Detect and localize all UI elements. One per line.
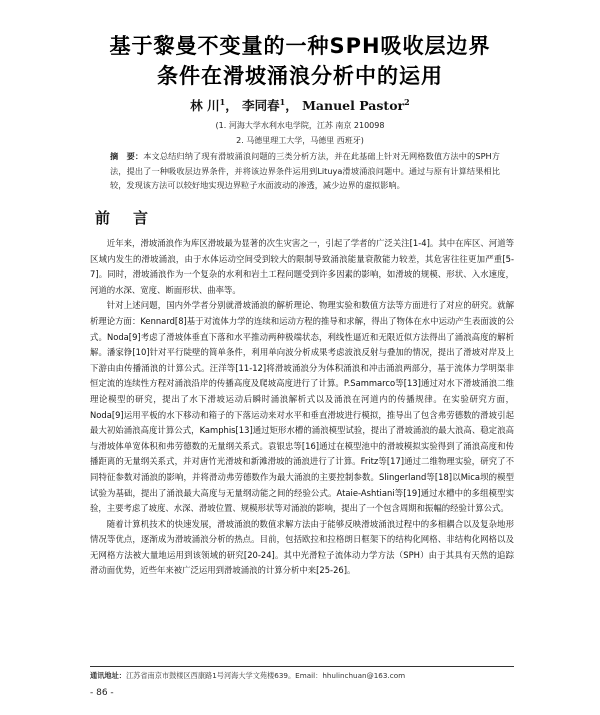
footnote-label: 通讯地址： [90,671,126,680]
affiliation-1: (1. 河海大学水利水电学院，江苏 南京 210098 [215,121,385,130]
author-2: 李同春 [242,98,280,113]
footnote-text: 江苏省南京市鼓楼区西康路1号河海大学文苑楼639。Email：hhulinchuan@163.com [125,671,406,680]
author-1: 林 川 [190,98,220,113]
author-3-affiliation: 2 [404,96,410,107]
abstract [110,149,500,193]
paper-title-line1: 基于黎曼不变量的一种SPH吸收层边界 [109,34,491,58]
paper-title-line2: 条件在滑坡涌浪分析中的运用 [157,64,443,88]
author-1-affiliation: 1 [219,96,226,107]
author-3: Manuel Pastor [302,98,405,113]
page-number: - 86 - [90,688,114,698]
author-separator: ， [225,98,238,113]
footnote [90,671,514,681]
footnote-divider [90,666,514,667]
body-paragraph: 随着计算机技术的快速发展，滑坡涌浪的数值求解方法由于能够反映滑坡涌浪过程中的多相耦合以及复杂地形情况等优点，逐渐成为滑坡涌浪分析的热点。目前，包括欧拉和拉格朗日框架下的结构化网格、非结构化网格以及无网格方法被大量地运用到该领域的研究[20-24]。其中光滑粒子流体动力学方法（SPH）由于其具有天然的追踪滑动面优势，近些年来被广泛运用到滑坡涌浪的计算分析中来[25-26]。 [90,518,514,576]
abstract-text: 本文总结归纳了现有滑坡涌浪问题的三类分析方法，并在此基础上针对无网格数值方法中的SPH方法，提出了一种吸收层边界条件，并将该边界条件运用到Lituya滑坡涌浪问题中。通过与原有计算结果相比较，发现该方法可以较好地实现边界粒子水面波动的渗透，减少边界的虚拟影响。 [110,151,500,190]
affiliation-2: 2. 马德里理工大学，马德里 西班牙) [236,136,364,145]
author-separator: ， [285,98,298,113]
body-text [90,236,514,579]
body-paragraph: 针对上述问题，国内外学者分别就滑坡涌浪的解析理论、物理实验和数值方法等方面进行了对应的研究。就解析理论方面：Kennard[8]基于对流体力学的连续和运动方程的推导和求解，得出了物体在水中运动产生表面波的公式。Noda[9]考虑了滑坡体垂直下落和水平推动两种极端状态，利线性逼近和无限近似方法得出了涌浪高度的解析解。潘家铮[10]针对平行陡壁的简单条件，利用单向波分析成果考虑波浪反射与叠加的情况，提出了滑坡对岸及上下游由由传播涌浪的计算公式。汪洋等[11-12]将滑坡涌浪分为体积涌浪和冲击涌浪两部分，基于流体力学明渠非恒定流的连续性方程对涌浪沿岸的传播高度及爬坡高度进行了计算。P.Sammarco等[13]通过对水下滑坡涌浪二维理论模型的研究，提出了水下滑坡运动后瞬时涌浪解析式以及涌浪在河道内的传播规律。在实验研究方面，Noda[9]运用平板的水下移动和箱子的下落运动来对水平和垂直滑坡进行模拟，推导出了包含弗劳德数的滑坡引起最大初始涌浪高度计算公式，Kamphis[13]通过矩形水槽的涌浪模型试验，提出了滑坡涌浪的最大浪高、稳定浪高与滑坡体单宽体积和弗劳德数的无量纲关系式。袁银忠等[16]通过在模型池中的滑坡模拟实验得到了涌浪高度和传播距离的无量纲关系式，并对唐竹光滑坡和新滩滑坡的涌浪进行了计算。Fritz等[17]通过二维物理实验，研究了不同特征参数对涌浪的影响，并将滑动弗劳德数作为最大涌浪的主要控制参数。Slingerland等[18]以Mica坝的模型试验为基础，提出了涌浪最大高度与无量纲动能之间的经验公式。Ataie-Ashtiani等[19]通过水槽中的多组模型实验，主要考虑了坡度、水深、滑坡位置、规模形状等对涌浪的影响，提出了一个包含周期和振幅的经验计算公式。 [90,300,514,514]
author-list [0,96,600,114]
abstract-label: 摘 要： [110,151,144,161]
author-2-affiliation: 1 [279,96,286,107]
body-paragraph: 近年来，滑坡涌浪作为库区滑坡最为显著的次生灾害之一，引起了学者的广泛关注[1-4]。其中在库区、河道等区域内发生的滑坡涌浪，由于水体运动空间受到较大的限制导致涌浪能量衰散能力较差，其危害往往更加严重[5-7]。同时，滑坡涌浪作为一个复杂的水利和岩土工程问题受到许多因素的影响，如滑坡的规模、形状、入水速度，河道的水深、宽度、断面形状、曲率等。 [90,238,514,295]
section-heading-introduction: 前 言 [95,209,153,227]
